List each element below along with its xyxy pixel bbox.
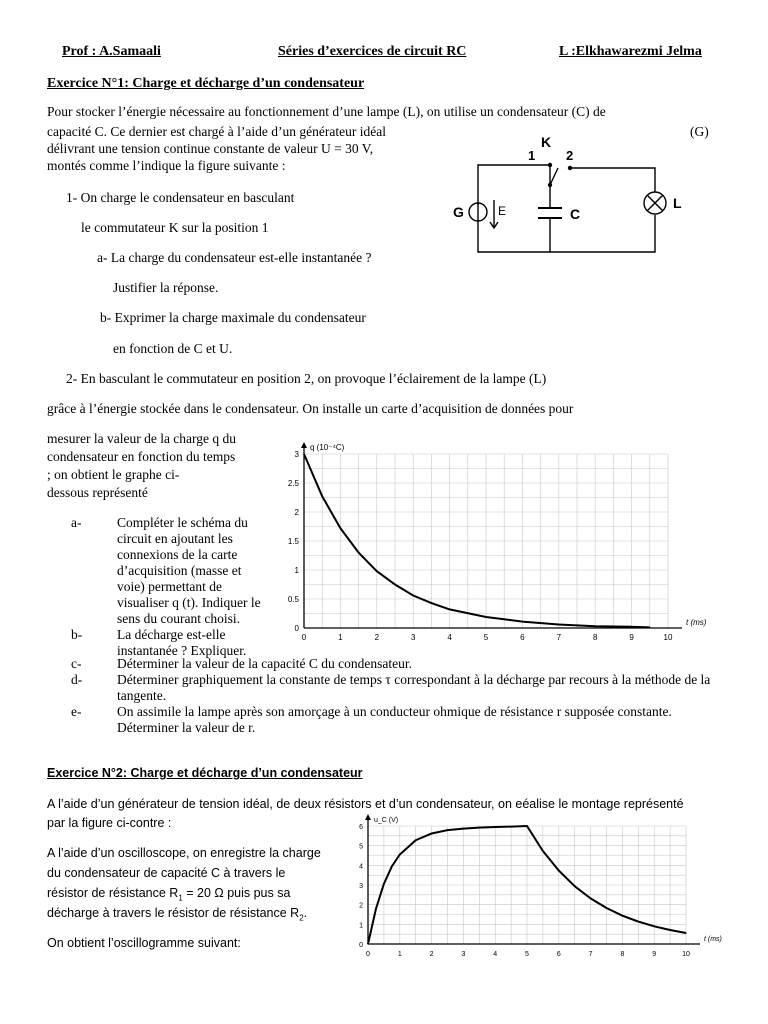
ex2-line-2: par la figure ci-contre : [47,816,172,830]
x-tick-label: 2 [429,951,434,958]
data-point [394,584,395,585]
ex1-intro-generator-label: (G) [690,124,709,139]
y-tick-label: 6 [359,824,363,831]
exercise-2-title: Exercice N°2: Charge et décharge d’un condensateur [47,766,363,780]
ex1-item-e-text: On assimile la lampe après son amorçage à un conducteur ohmique de résistance r supposée constante. Déterminer la valeur de r. [117,704,672,735]
ex1-item-list [71,515,261,659]
ex1-item-c-text: Déterminer la valeur de la capacité C du condensateur. [117,656,412,671]
x-tick-label: 9 [652,951,657,958]
header-author: Prof : A.Samaali [62,44,161,59]
ex1-q1b-line-1: b- Exprimer la charge maximale du condensateur [100,310,366,325]
y-tick-label: 4 [359,863,363,871]
data-point [558,624,559,625]
data-point [522,621,523,622]
ex1-item-e [71,704,721,736]
data-point [574,886,575,887]
x-tick-label: 4 [447,633,452,642]
ex2-p4-b: . [303,906,308,920]
switch-contact-2 [568,166,572,170]
ex1-q2-line-4: condensateur en fonction du temps [47,449,236,464]
ex1-item-d-text: Déterminer graphiquement la constante de temps τ correspondant à la décharge par recours à la méthode de la tangente. [117,672,711,703]
emf-label-e: E [498,204,507,218]
ex1-intro-line-4: montés comme l’indique la figure suivante : [47,158,286,173]
data-point [511,826,512,827]
x-tick-label: 8 [592,633,598,642]
data-point [558,870,559,871]
x-tick-label: 3 [410,633,416,642]
ex1-intro-line-1: Pour stocker l’énergie nécessaire au fonctionnement d’une lampe (L), on utilise un condensateur (C) de [47,104,606,119]
data-point [375,908,376,909]
ex2-p3-b: = 20 Ω puis pus sa [182,886,291,900]
y-axis-arrow [301,442,307,448]
ex1-q2-line-2: grâce à l’énergie stockée dans le condensateur. On installe un carte d’acquisition de données pour [47,401,574,416]
ex2-paragraph-line-3 [47,886,290,903]
switch-label-k: K [541,134,552,150]
ex1-item-b [71,627,261,659]
ex1-item-b-mark: b- [71,627,83,642]
data-point [526,825,527,826]
ex2-p4-a: décharge à travers le résistor de résistance R [47,906,300,920]
y-tick-label: 3 [359,883,363,890]
y-axis-label: u_C (V) [374,817,399,824]
generator-label-g: G [453,204,464,220]
x-tick-label: 7 [588,951,593,958]
switch-contact-1 [548,163,552,167]
ex1-item-d-mark: d- [71,672,83,687]
x-tick-label: 10 [663,633,673,642]
ex1-item-b-text: La décharge est-elle instantanée ? Expliquer. [117,627,247,658]
data-point [322,496,323,497]
switch-position-1-label: 1 [528,148,536,163]
data-point [542,850,543,851]
x-axis-label: t (ms) [704,936,722,943]
x-tick-label: 5 [483,633,489,642]
x-tick-label: 9 [629,633,634,642]
exercise-1-title: Exercice N°1: Charge et décharge d’un condensateur [47,76,365,91]
y-tick-label: 0 [359,942,363,949]
x-tick-label: 1 [338,633,343,642]
x-tick-label: 2 [374,633,380,642]
y-tick-label: 2 [294,508,299,517]
data-point [358,552,359,553]
x-tick-label: 0 [366,951,370,958]
ex2-line-1: A l’aide d’un générateur de tension idéal, de deux résistors et d’un condensateur, on eéalise le montage représenté [47,797,684,811]
y-tick-label: 0 [294,624,299,633]
data-point [595,626,596,627]
ex1-q2-line-5: ; on obtient le graphe ci- [47,467,180,482]
data-point [479,827,480,828]
ex1-q2-line-3: mesurer la valeur de la charge q du [47,431,237,446]
ex2-paragraph-line-4 [47,906,307,923]
ex1-q1a-line-1: a- La charge du condensateur est-elle instantanée ? [97,250,372,265]
data-point [654,926,655,927]
data-point [431,602,432,603]
ex1-item-c-mark: c- [71,656,82,671]
y-tick-label: 2.5 [287,479,299,488]
ex1-q1-line-2: le commutateur K sur la position 1 [81,220,269,235]
y-axis-arrow [365,814,371,820]
ex1-item-a [71,515,261,627]
data-point [670,929,671,930]
wire-bottom [478,215,655,252]
ex1-item-list-2 [71,656,721,736]
data-point [391,866,392,867]
data-point [303,453,304,454]
data-point [413,595,414,596]
switch-k-arm [550,168,558,185]
ex2-paragraph-line-5: On obtient l’oscillogramme suivant: [47,936,241,950]
y-tick-label: 1 [359,922,363,930]
data-point [449,609,450,610]
ex1-q2-line-6: dessous représenté [47,485,148,500]
data-point [495,826,496,827]
ex2-p3-a: résistor de résistance R [47,886,179,900]
data-point [463,828,464,829]
wire-left-top [478,165,550,205]
x-axis-label: t (ms) [686,618,707,627]
header-series-title: Séries d’exercices de circuit RC [278,44,467,59]
header-school: L :Elkhawarezmi Jelma [559,44,702,59]
ex1-intro-line-3: délivrant une tension continue constante de valeur U = 30 V, [47,141,374,156]
y-tick-label: 2 [359,902,363,910]
x-tick-label: 0 [301,633,307,642]
circuit-diagram [440,130,700,265]
wire-right-top [570,168,655,192]
ex2-paragraph-line-2: du condensateur de capacité C à travers le [47,866,286,880]
x-tick-label: 6 [556,951,561,958]
ex1-item-c [71,656,721,672]
data-point [485,616,486,617]
ex1-item-d [71,672,721,704]
data-point [383,883,384,884]
x-tick-label: 6 [520,633,525,642]
y-axis-label: q (10⁻⁴C) [310,443,345,452]
lamp-label-l: L [673,195,682,211]
ex1-q1a-line-2: Justifier la réponse. [113,280,219,295]
ex1-item-a-text: Compléter le schéma du circuit en ajoutant les connexions de la carte d’acquisition (masse et voie) permettant de visualiser q (t). Indiquer le sens du courant choisi. [117,515,261,626]
data-point [631,626,632,627]
ex1-intro-line-2: capacité C. Ce dernier est chargé à l’aide d’un générateur idéal [47,124,386,139]
x-tick-label: 10 [682,951,690,958]
ex1-q1b-line-2: en fonction de C et U. [113,341,233,356]
data-point [367,943,368,944]
x-tick-label: 4 [493,951,498,958]
ex1-q2-line-1: 2- En basculant le commutateur en position 2, on provoque l’éclairement de la lampe (L) [66,371,547,386]
y-tick-label: 0.5 [287,595,299,604]
data-point [685,932,686,933]
switch-position-2-label: 2 [566,148,574,163]
y-tick-label: 1.5 [287,537,299,546]
data-point [590,898,591,899]
data-point [638,921,639,922]
data-point [649,627,650,628]
oscillogram-chart [340,810,740,960]
x-tick-label: 3 [461,951,466,958]
ex2-p3-sub: 1 [178,893,183,903]
ex1-item-a-mark: a- [71,515,82,530]
data-point [606,907,607,908]
y-tick-label: 5 [359,843,363,851]
capacitor-label-c: C [570,206,581,222]
data-point [415,840,416,841]
data-point [376,571,377,572]
data-point [340,528,341,529]
y-tick-label: 1 [294,566,299,575]
ex2-p4-sub: 2 [299,913,304,923]
ex1-item-e-mark: e- [71,704,82,719]
x-tick-label: 8 [620,951,625,958]
data-point [399,854,400,855]
data-point [431,833,432,834]
y-tick-label: 3 [294,450,299,459]
x-tick-label: 7 [556,633,562,642]
ex1-q1-line-1: 1- On charge le condensateur en basculant [66,190,295,205]
x-tick-label: 5 [525,951,529,958]
discharge-chart [282,436,722,646]
ex2-paragraph-line-1: A l’aide d’un oscilloscope, on enregistre la charge [47,846,321,860]
x-tick-label: 1 [397,951,402,958]
switch-pivot [548,183,552,187]
data-point [622,915,623,916]
data-point [447,830,448,831]
